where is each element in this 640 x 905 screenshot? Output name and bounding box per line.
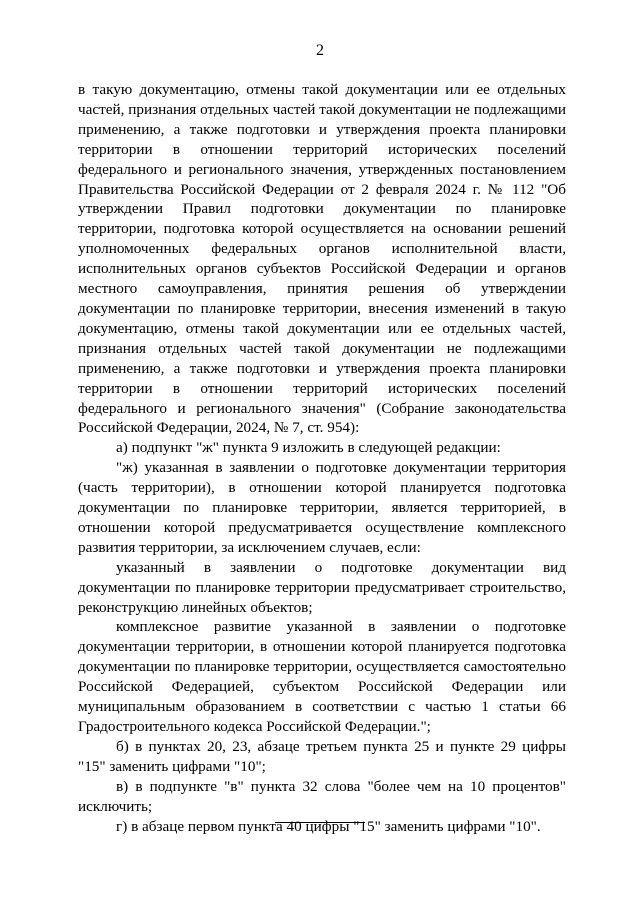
paragraph-exception-complex-development: комплексное развитие указанной в заявлении о подготовке документации территории, в отношении которой планируется подготовка документации по планировке территории, осуществляется самостоятельно Российской Федерацией, субъектом Российской Федерации или муниципальным образованием в соответствии с частью 1 статьи 66 Градостроительного кодекса Российской Федерации."; <box>78 618 566 735</box>
document-body <box>78 80 566 836</box>
paragraph-item-v: в) в подпункте "в" пункта 32 слова "более чем на 10 процентов" исключить; <box>78 777 566 815</box>
paragraph-item-b: б) в пунктах 20, 23, абзаце третьем пункта 25 и пункте 29 цифры "15" заменить цифрами "10"; <box>78 737 566 775</box>
paragraph-exception-linear-objects: указанный в заявлении о подготовке документации вид документации по планировке территории предусматривает строительство, реконструкцию линейных объектов; <box>78 558 566 616</box>
paragraph-item-g: г) в абзаце первом пункта 40 цифры "15" заменить цифрами "10". <box>116 817 541 835</box>
paragraph-continuation: в такую документацию, отмены такой документации или ее отдельных частей, признания отдельных частей такой документации не подлежащими применению, а также подготовки и утверждения проекта планировки территории в отношении территорий исторических поселений федерального и регионального значения, утвержденных постановлением Правительства Российской Федерации от 2 февраля 2024 г. № 112 "Об утверждении Правил подготовки документации по планировке территории, подготовка которой осуществляется на основании решений уполномоченных федеральных органов исполнительной власти, исполнительных органов субъектов Российской Федерации и органов местного самоуправления, принятия решения об утверждении документации по планировке территории, внесения изменений в такую документацию, отмены такой документации или ее отдельных частей, признания отдельных частей такой документации не подлежащими применению, а также подготовки и утверждения проекта планировки территории в отношении территорий исторических поселений федерального и регионального значения" (Собрание законодательства Российской Федерации, 2024, № 7, ст. 954): <box>78 81 566 437</box>
footer-rule <box>275 822 365 823</box>
paragraph-item-a: а) подпункт "ж" пункта 9 изложить в следующей редакции: <box>116 439 501 457</box>
page-number: 2 <box>316 42 324 59</box>
paragraph-subitem-zh: "ж) указанная в заявлении о подготовке документации территория (часть территории), в отношении которой планируется подготовка документации по планировке территории, является территорией, в отношении которой предусматривается осуществление комплексного развития территории, за исключением случаев, если: <box>78 459 566 556</box>
